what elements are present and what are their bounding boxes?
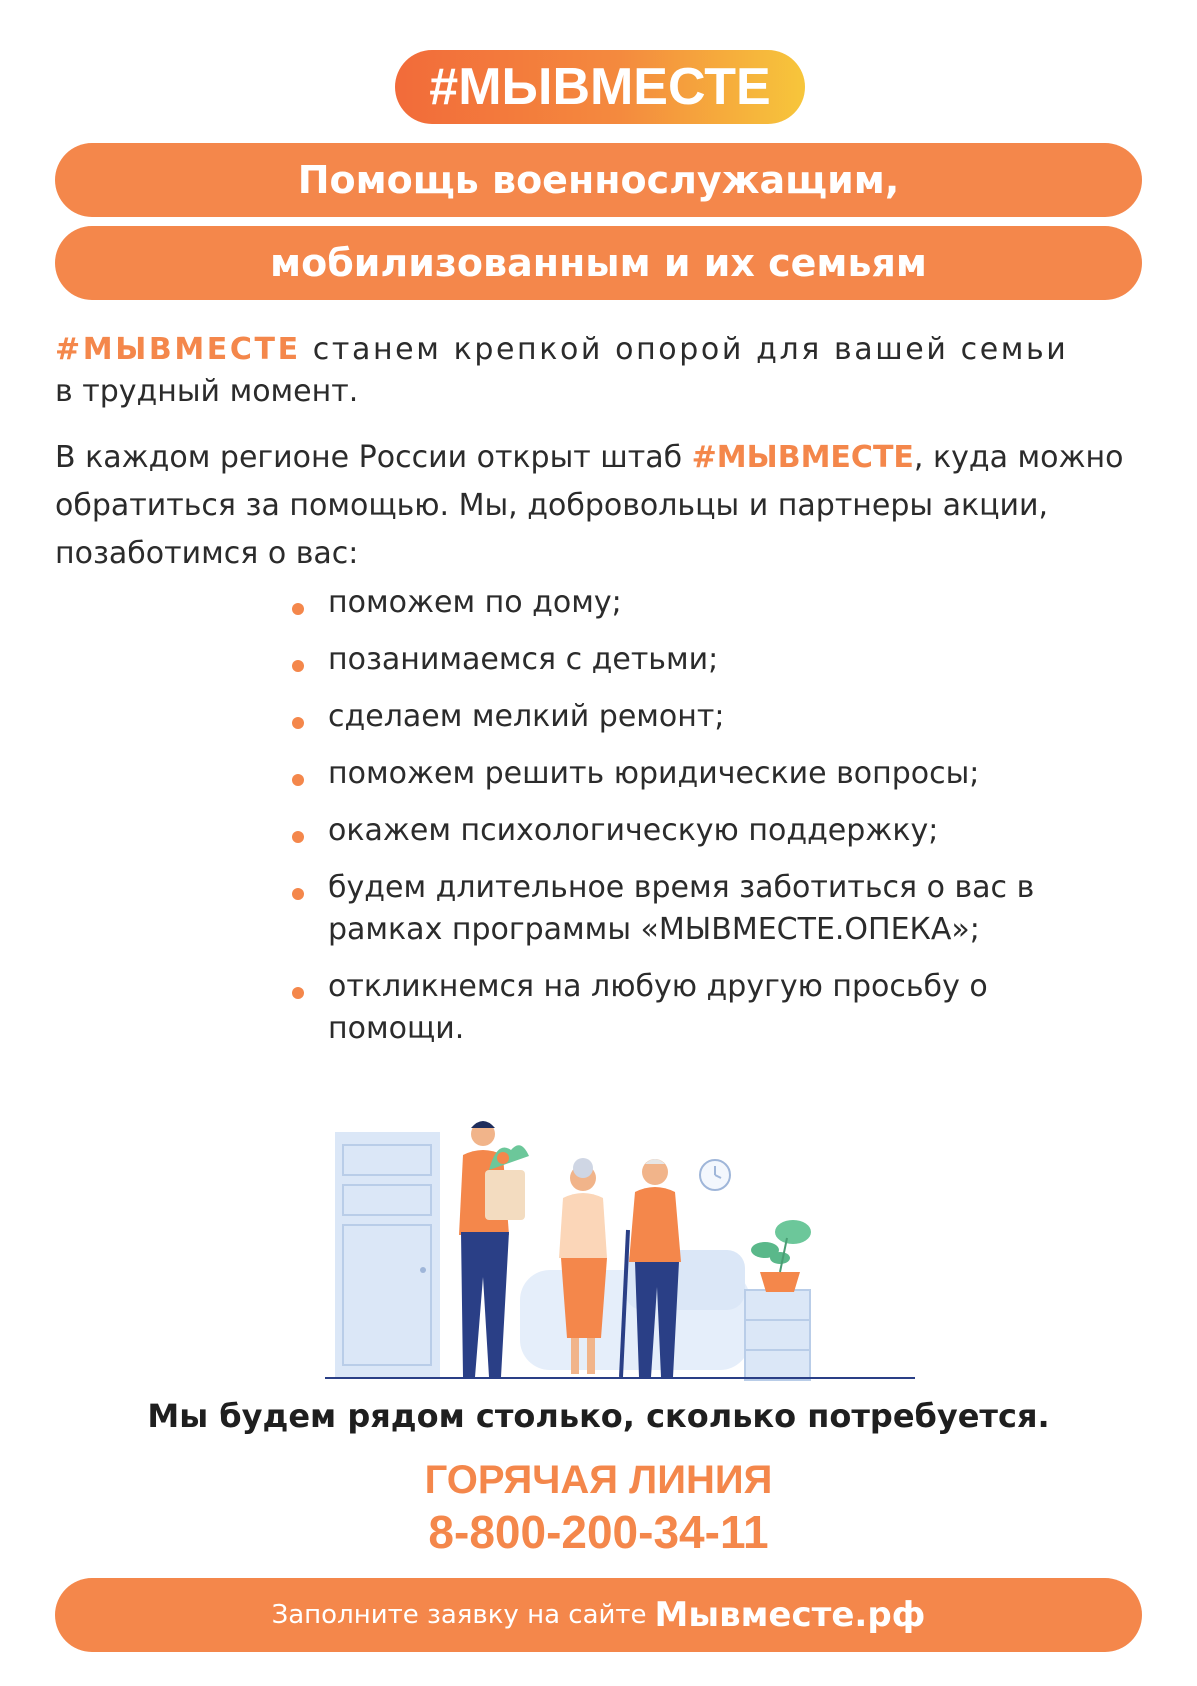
volunteer-figure [459, 1121, 529, 1377]
service-item: поможем решить юридические вопросы; [292, 753, 1122, 795]
bullet-icon [292, 987, 304, 999]
title-text-line-2: мобилизованным и их семьям [270, 241, 927, 285]
region-hashtag: #МЫВМЕСТЕ [691, 440, 914, 475]
title-banner-line-1 [55, 143, 1142, 217]
hashtag-text: #МЫВМЕСТЕ [429, 58, 771, 116]
intro-paragraph-continued: в трудный момент. [55, 374, 359, 409]
services-list [292, 582, 1122, 1050]
clock-icon [700, 1160, 730, 1190]
volunteers-helping-elderly-illustration [325, 1120, 915, 1390]
bullet-icon [292, 603, 304, 615]
bullet-icon [292, 888, 304, 900]
hashtag-pill [395, 50, 805, 124]
bullet-icon [292, 831, 304, 843]
sofa-icon [520, 1250, 750, 1370]
region-paragraph [55, 434, 1155, 578]
service-item: будем длительное время заботиться о вас в рамках программы «МЫВМЕСТЕ.ОПЕКА»; [292, 867, 1052, 951]
service-item: сделаем мелкий ремонт; [292, 696, 1122, 738]
hotline-phone-number[interactable]: 8-800-200-34-11 [428, 1506, 769, 1558]
title-banner-line-2 [55, 226, 1142, 300]
intro-paragraph [55, 330, 1155, 370]
service-item: окажем психологическую поддержку; [292, 810, 1122, 852]
footer-website-banner[interactable] [55, 1578, 1142, 1652]
bullet-icon [292, 660, 304, 672]
footer-site-link[interactable]: Мывместе.рф [654, 1595, 926, 1635]
intro-text: станем крепкой опорой для вашей семьи [300, 332, 1069, 367]
region-text-before: В каждом регионе России открыт штаб [55, 440, 692, 475]
plant-icon [751, 1220, 811, 1292]
service-item: поможем по дому; [292, 582, 1122, 624]
dresser-icon [745, 1290, 810, 1380]
title-text-line-1: Помощь военнослужащим, [297, 158, 900, 202]
region-text-after: , куда можно обратиться за помощью. Мы, добровольцы и партнеры акции, позаботимся о вас: [55, 440, 1124, 571]
door-icon [335, 1132, 440, 1377]
service-item: позанимаемся с детьми; [292, 639, 1122, 681]
bullet-icon [292, 717, 304, 729]
hotline-label: ГОРЯЧАЯ ЛИНИЯ [424, 1458, 773, 1502]
footer-text: Заполните заявку на сайте [271, 1600, 647, 1630]
service-item: откликнемся на любую другую просьбу о помощи. [292, 966, 992, 1050]
bullet-icon [292, 774, 304, 786]
intro-hashtag: #МЫВМЕСТЕ [55, 332, 301, 367]
tagline: Мы будем рядом столько, сколько потребуется. [147, 1397, 1050, 1435]
